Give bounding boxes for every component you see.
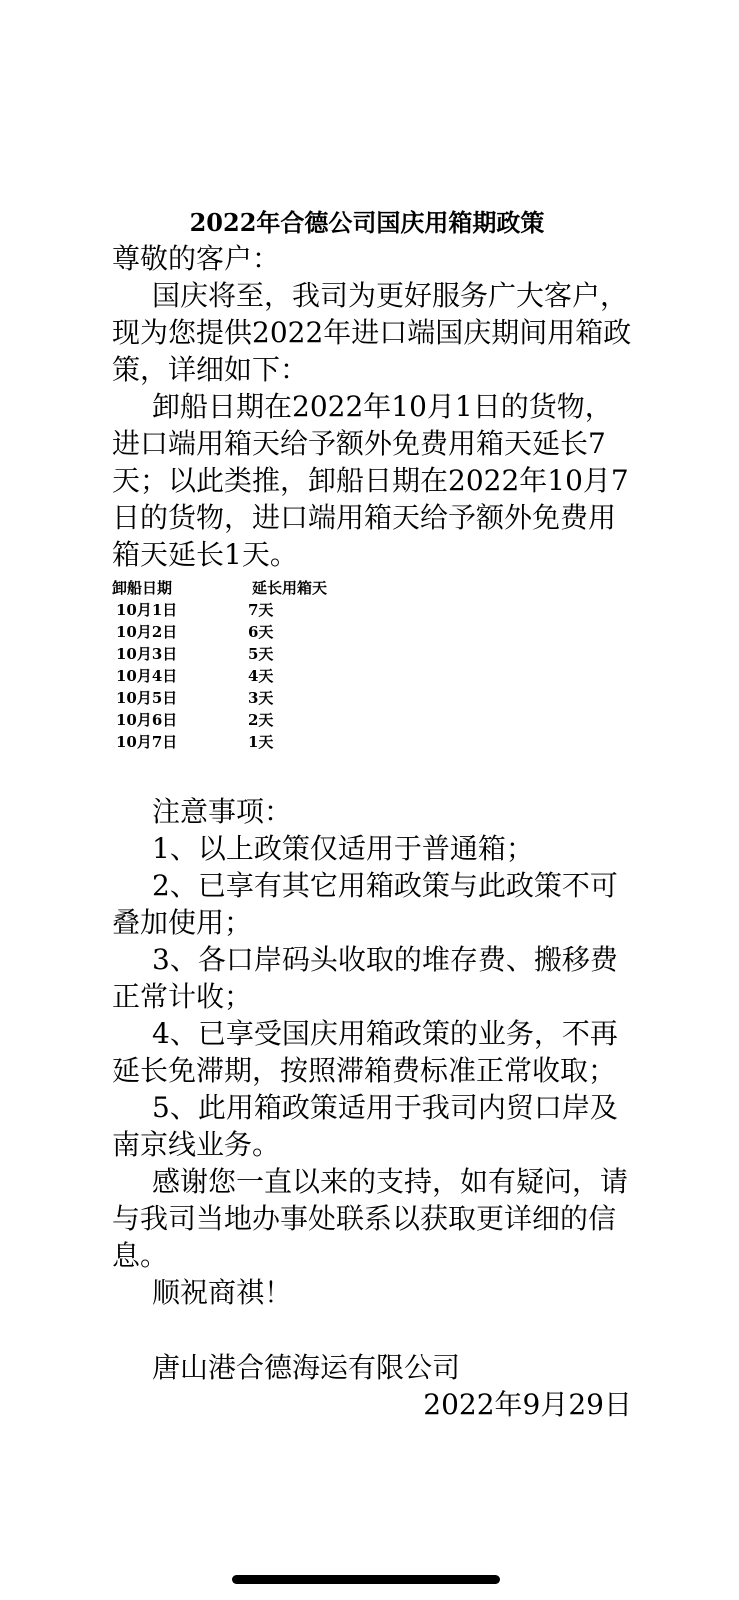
table-cell-date: 10月6日 — [116, 711, 178, 729]
table-cell-days: 5天 — [248, 645, 274, 663]
extension-table — [112, 577, 632, 753]
table-row — [112, 709, 632, 731]
table-cell-date: 10月5日 — [116, 689, 178, 707]
table-cell-date: 10月2日 — [116, 623, 178, 641]
table-row — [112, 665, 632, 687]
detail-paragraph: 卸船日期在2022年10月1日的货物，进口端用箱天给予额外免费用箱天延长7天；以此类推，卸船日期在2022年10月7日的货物，进口端用箱天给予额外免费用箱天延长1天。 — [112, 390, 629, 571]
table-cell-days: 3天 — [248, 689, 274, 707]
table-cell-days: 7天 — [248, 601, 274, 619]
table-header-date: 卸船日期 — [112, 579, 173, 597]
note-item: 5、此用箱政策适用于我司内贸口岸及南京线业务。 — [112, 1091, 618, 1161]
notes-heading: 注意事项： — [152, 795, 293, 828]
table-row — [112, 643, 632, 665]
table-row — [112, 599, 632, 621]
table-cell-date: 10月1日 — [116, 601, 178, 619]
table-header-days: 延长用箱天 — [252, 579, 328, 597]
intro-paragraph: 国庆将至，我司为更好服务广大客户，现为您提供2022年进口端国庆期间用箱政策，详细如下： — [112, 279, 632, 386]
salutation: 尊敬的客户： — [112, 242, 281, 275]
table-cell-date: 10月4日 — [116, 667, 178, 685]
thanks-paragraph: 感谢您一直以来的支持，如有疑问，请与我司当地办事处联系以获取更详细的信息。 — [112, 1165, 629, 1272]
table-row — [112, 731, 632, 753]
company-signature: 唐山港合德海运有限公司 — [152, 1351, 461, 1384]
note-item: 1、以上政策仅适用于普通箱； — [152, 832, 534, 865]
table-cell-days: 1天 — [248, 733, 274, 751]
policy-document — [112, 208, 632, 1423]
document-date: 2022年9月29日 — [423, 1388, 632, 1421]
table-cell-date: 10月3日 — [116, 645, 178, 663]
note-item: 4、已享受国庆用箱政策的业务，不再延长免滞期，按照滞箱费标准正常收取； — [112, 1017, 618, 1087]
table-cell-days: 4天 — [248, 667, 274, 685]
table-cell-days: 2天 — [248, 711, 274, 729]
table-cell-days: 6天 — [248, 623, 274, 641]
table-header-row — [112, 577, 632, 599]
closing-line: 顺祝商祺！ — [152, 1276, 293, 1309]
note-item: 3、各口岸码头收取的堆存费、搬移费正常计收； — [112, 943, 618, 1013]
table-cell-date: 10月7日 — [116, 733, 178, 751]
table-row — [112, 621, 632, 643]
home-indicator[interactable] — [232, 1575, 500, 1584]
note-item: 2、已享有其它用箱政策与此政策不可叠加使用； — [112, 869, 618, 939]
document-title: 2022年合德公司国庆用箱期政策 — [189, 208, 545, 237]
table-row — [112, 687, 632, 709]
